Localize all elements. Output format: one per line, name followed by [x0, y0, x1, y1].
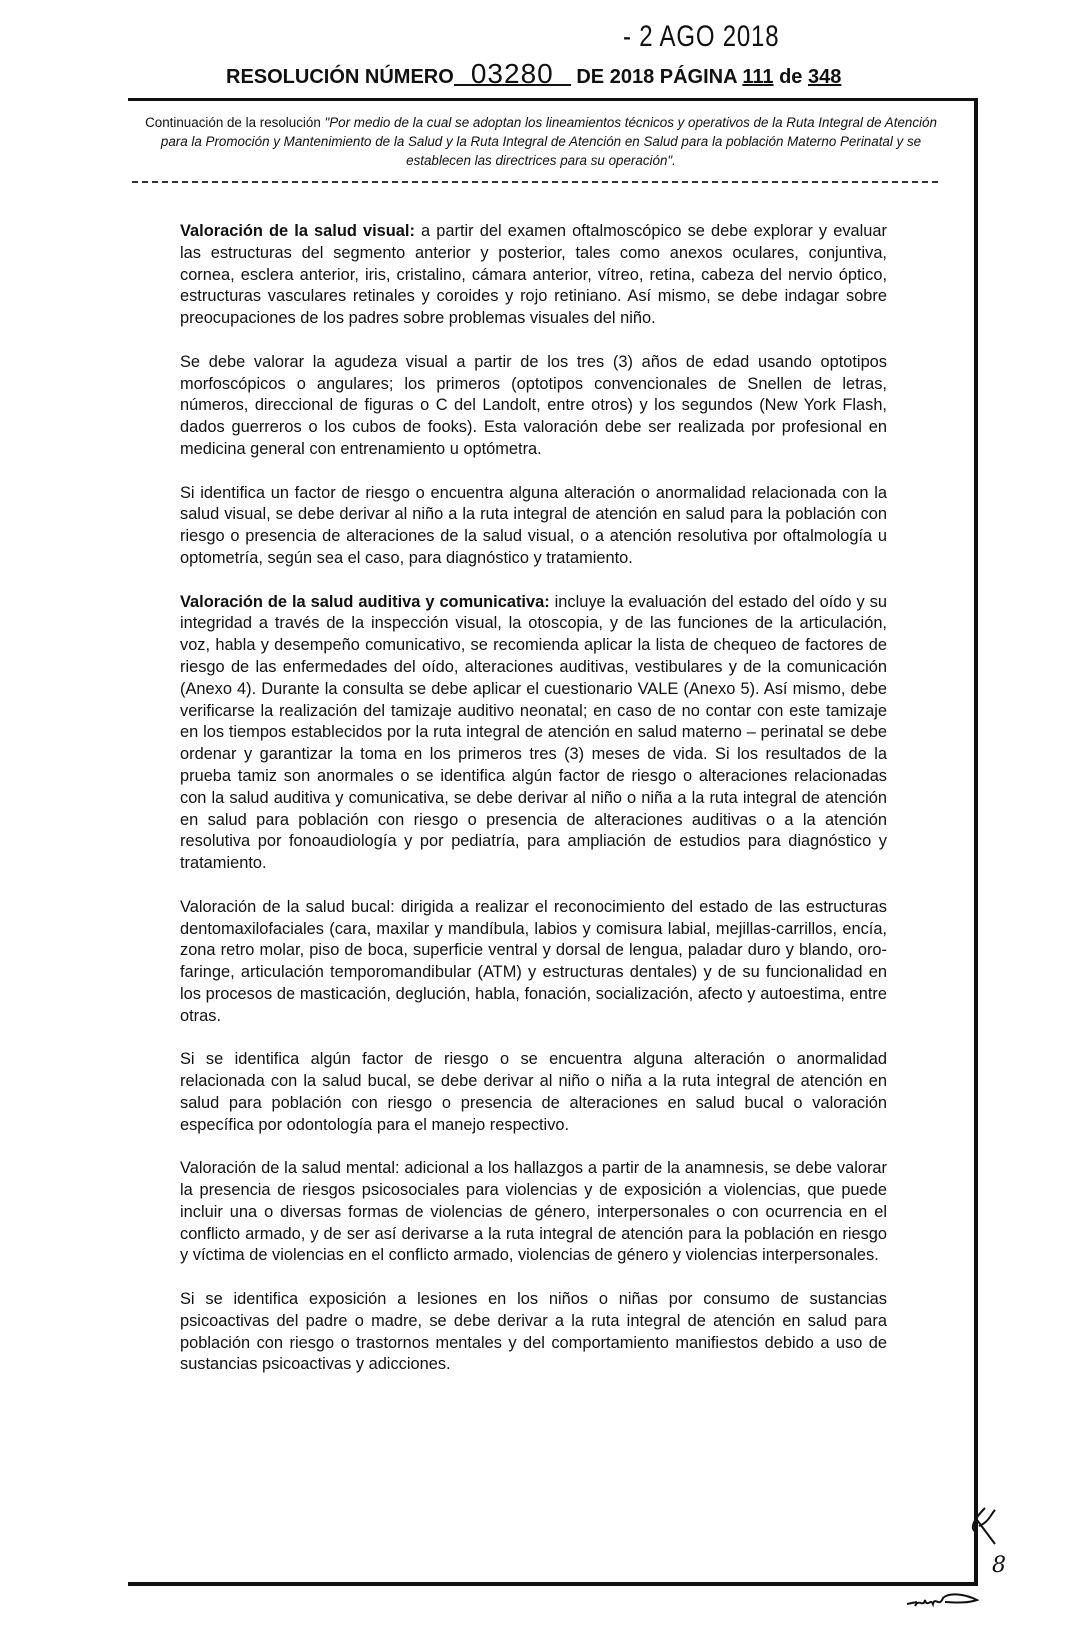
paragraph-heading: Valoración de la salud visual:	[180, 222, 415, 240]
paragraph	[180, 483, 887, 570]
dashed-divider	[132, 181, 938, 183]
subtitle-quote: "Por medio de la cual se adoptan los lineamientos técnicos y operativos de la Ruta Integral de Atención para la Promoción y Mantenimiento de la Salud y la Ruta Integral de Atención en Salud para la población Materno Perinatal y se establecen las directrices para su operación".	[160, 115, 937, 168]
paragraph-text: a partir del examen oftalmoscópico se debe explorar y evaluar las estructuras del segmento anterior y posterior, tales como anexos oculares, conjuntiva, cornea, esclera anterior, iris, cristalino, cámara anterior, vítreo, retina, cabeza del nervio óptico, estructuras vasculares retinales y coroides y rojo retiniano. Así mismo, se debe indagar sobre preocupaciones de los padres sobre problemas visuales del niño.	[180, 222, 887, 328]
document-body	[180, 221, 887, 1398]
page-of: de	[779, 66, 803, 88]
paragraph-text: Si se identifica exposición a lesiones en los niños o niñas por consumo de sustancias psicoactivas del padre o madre, se debe derivar a la ruta integral de atención en salud para población con riesgo o trastornos mentales y del comportamiento manifiestos debido a uso de sustancias psicoactivas y adicciones.	[180, 1290, 887, 1374]
title-mid: DE 2018 PÁGINA	[576, 66, 737, 88]
paragraph	[180, 221, 887, 330]
paragraph	[180, 897, 887, 1028]
resolution-subtitle	[140, 113, 942, 170]
total-pages: 348	[808, 66, 842, 88]
paragraph	[180, 352, 887, 461]
handwritten-signature	[905, 1588, 985, 1618]
page-title	[226, 58, 842, 89]
paragraph-text: incluye la evaluación del estado del oído y su integridad a través de la inspección visual, la otoscopia, y de las funciones de la articulación, voz, habla y desempeño comunicativo, se recomienda aplicar la lista de chequeo de factores de riesgo de las enfermedades del oído, alteraciones auditivas, vestibulares y de la comunicación (Anexo 4). Durante la consulta se debe aplicar el cuestionario VALE (Anexo 5). Así mismo, debe verificarse la realización del tamizaje auditivo neonatal; en caso de no contar con este tamizaje en los tiempos establecidos por la ruta integral de atención en salud materno – perinatal se debe ordenar y garantizar la toma en los primeros tres (3) meses de vida. Si los resultados de la prueba tamiz son anormales o se identifica algún factor de riesgo o alteraciones relacionadas con la salud auditiva y comunicativa, se debe derivar al niño o niña a la ruta integral de atención en salud para población con riesgo o presencia de alteraciones auditivas o a la atención resolutiva por fonoaudiología y por pediatría, para ampliación de estudios para diagnóstico y tratamiento.	[180, 592, 887, 873]
paragraph	[180, 1158, 887, 1267]
subtitle-lead: Continuación de la resolución	[145, 115, 325, 130]
initials-signature	[965, 1500, 1025, 1550]
page-number: 111	[742, 66, 774, 88]
paragraph-text: Si se identifica algún factor de riesgo o se encuentra alguna alteración o anormalidad relacionada con la salud bucal, se debe derivar al niño o niña a la ruta integral de atención en salud para población con riesgo o presencia de alteraciones en salud bucal o valoración específica por odontología para el manejo respectivo.	[180, 1050, 887, 1134]
paragraph	[180, 592, 887, 875]
paragraph-text: Se debe valorar la agudeza visual a partir de los tres (3) años de edad usando optotipos morfoscópicos o angulares; los primeros (optotipos convencionales de Snellen de letras, números, direccional de figuras o C del Landolt, entre otros) y los segundos (New York Flash, dados guerreros o los cubos de fooks). Esta valoración debe ser realizada por profesional en medicina general con entrenamiento u optómetra.	[180, 352, 887, 458]
margin-note: 8	[992, 1553, 1006, 1578]
paragraph-heading: Valoración de la salud auditiva y comunicativa:	[180, 592, 550, 611]
paragraph	[180, 1289, 887, 1376]
paragraph-text: Si identifica un factor de riesgo o encuentra alguna alteración o anormalidad relacionada con la salud visual, se debe derivar al niño a la ruta integral de atención en salud para la población con riesgo o presencia de alteraciones de la salud visual, o a atención resolutiva por oftalmología u optometría, según sea el caso, para diagnóstico y tratamiento.	[180, 483, 887, 567]
resolution-number: 03280	[454, 64, 571, 86]
paragraph-text: Valoración de la salud bucal: dirigida a realizar el reconocimiento del estado de las estructuras dentomaxilofaciales (cara, maxilar y mandíbula, labios y comisura labial, mejillas-carrillos, encía, zona retro molar, piso de boca, superficie ventral y dorsal de lengua, paladar duro y blando, oro-faringe, articulación temporomandibular (ATM) y estructuras dentales) y de su funcionalidad en los procesos de masticación, deglución, habla, fonación, socialización, afecto y autoestima, entre otras.	[180, 897, 887, 1025]
date-stamp: - 2 AGO 2018	[623, 20, 780, 53]
paragraph-text: Valoración de la salud mental: adicional a los hallazgos a partir de la anamnesis, se debe valorar la presencia de riesgos psicosociales para violencias y de exposición a violencias, que puede incluir una o diversas formas de violencias de género, interpersonales o con ocurrencia en el conflicto armado, y de ser así derivarse a la ruta integral de atención para la población en riesgo y víctima de violencias en el conflicto armado, violencias de género y violencias interpersonales.	[180, 1159, 887, 1265]
title-prefix: RESOLUCIÓN NÚMERO	[226, 66, 454, 88]
paragraph	[180, 1049, 887, 1136]
